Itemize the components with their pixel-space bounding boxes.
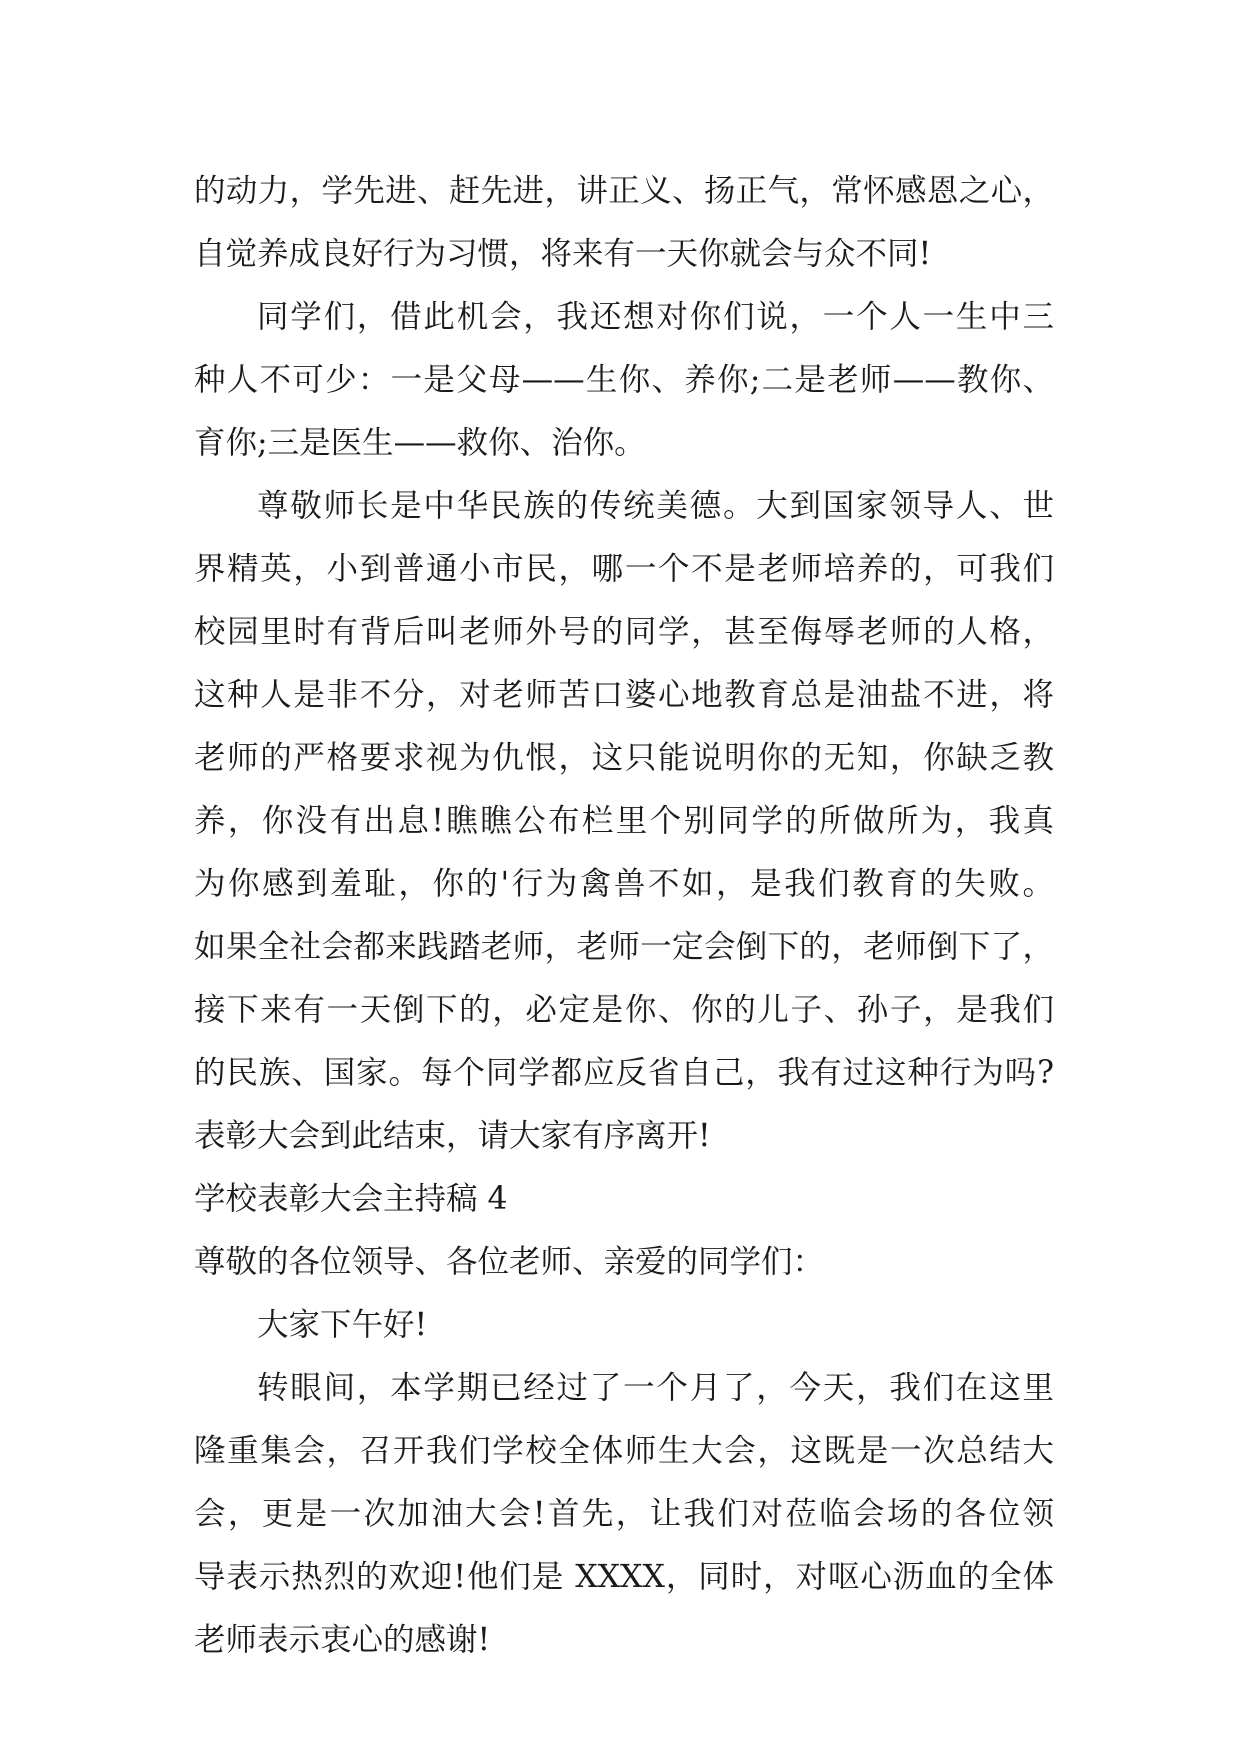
text-line: 养，你没有出息!瞧瞧公布栏里个别同学的所做所为，我真 [194,803,1054,839]
text-line: 为你感到羞耻，你的'行为禽兽不如，是我们教育的失败。 [194,866,1054,902]
text-line: 校园里时有背后叫老师外号的同学，甚至侮辱老师的人格， [194,614,1054,650]
salutation-line: 尊敬的各位领导、各位老师、亲爱的同学们： [194,1244,825,1280]
text-line: 如果全社会都来践踏老师，老师一定会倒下的，老师倒下了， [194,929,1054,965]
text-line: 会，更是一次加油大会!首先，让我们对莅临会场的各位领 [194,1496,1054,1532]
body-text [194,160,1054,1672]
paragraph-start-line: 尊敬师长是中华民族的传统美德。大到国家领导人、世 [257,488,1054,524]
text-line: 的民族、国家。每个同学都应反省自己，我有过这种行为吗? [194,1055,1054,1091]
text-line: 隆重集会，召开我们学校全体师生大会，这既是一次总结大 [194,1433,1054,1469]
section-heading: 学校表彰大会主持稿 4 [194,1181,508,1217]
greeting-line: 大家下午好! [257,1307,428,1343]
text-line: 自觉养成良好行为习惯，将来有一天你就会与众不同! [194,236,932,272]
paragraph-start-line: 转眼间，本学期已经过了一个月了，今天，我们在这里 [257,1370,1054,1406]
text-line: 这种人是非不分，对老师苦口婆心地教育总是油盐不进，将 [194,677,1054,713]
text-line: 界精英，小到普通小市民，哪一个不是老师培养的，可我们 [194,551,1054,587]
text-line: 种人不可少：一是父母——生你、养你;二是老师——教你、 [194,362,1054,398]
text-line: 接下来有一天倒下的，必定是你、你的儿子、孙子，是我们 [194,992,1054,1028]
text-line: 老师表示衷心的感谢! [194,1622,491,1658]
text-line: 导表示热烈的欢迎!他们是 XXXX，同时，对呕心沥血的全体 [194,1559,1054,1595]
text-line: 表彰大会到此结束，请大家有序离开! [194,1118,711,1154]
text-line: 的动力，学先进、赶先进，讲正义、扬正气，常怀感恩之心， [194,173,1054,209]
text-line: 育你;三是医生——救你、治你。 [194,425,646,461]
text-line: 老师的严格要求视为仇恨，这只能说明你的无知，你缺乏教 [194,740,1054,776]
paragraph-start-line: 同学们，借此机会，我还想对你们说，一个人一生中三 [257,299,1054,335]
